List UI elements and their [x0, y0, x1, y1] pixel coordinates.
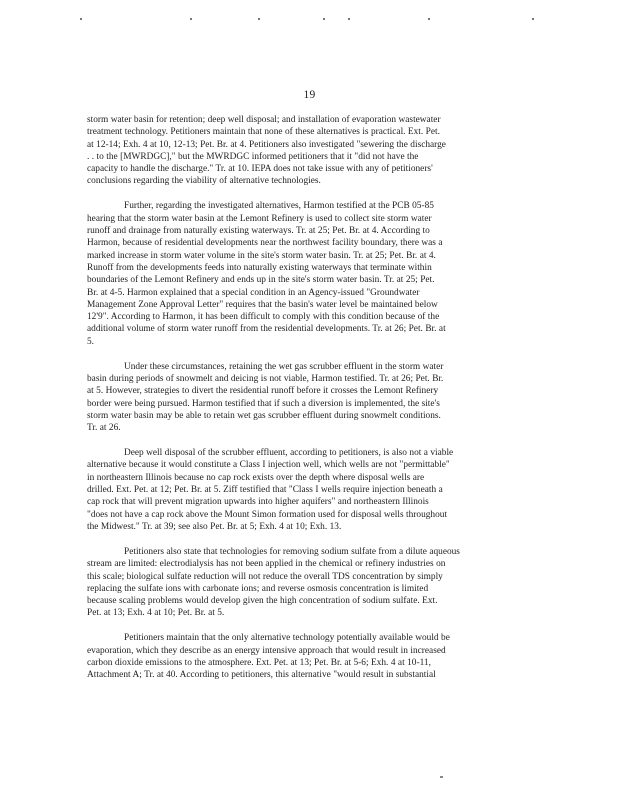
text-line: Runoff from the developments feeds into naturally existing waterways that terminate within: [87, 262, 432, 273]
text-line: 5.: [87, 336, 95, 347]
text-line: "does not have a cap rock above the Mount Simon formation used for disposal wells throughout: [87, 509, 448, 520]
scan-dot: [348, 18, 350, 20]
text-line: treatment technology. Petitioners maintain that none of these alternatives is practical. Ext. Pet.: [87, 127, 440, 138]
text-line: runoff and drainage from naturally existing waterways. Tr. at 25; Pet. Br. at 4. According to: [87, 226, 430, 237]
text-line: Petitioners maintain that the only alternative technology potentially available would be: [124, 633, 450, 644]
scan-dot: [80, 18, 82, 20]
scan-dot: [440, 776, 443, 778]
text-line: boundaries of the Lemont Refinery and ends up in the site's storm water basin. Tr. at 25; Pet.: [87, 275, 435, 286]
text-line: Further, regarding the investigated alternatives, Harmon testified at the PCB 05-85: [124, 201, 434, 212]
text-line: Br. at 4-5. Harmon explained that a special condition in an Agency-issued "Groundwater: [87, 287, 420, 298]
text-line: this scale; biological sulfate reduction will not reduce the overall TDS concentration by simply: [87, 571, 443, 582]
paragraph-2: [87, 200, 533, 348]
text-line: Under these circumstances, retaining the wet gas scrubber effluent in the storm water: [124, 361, 444, 372]
text-line: Management Zone Approval Letter" requires that the basin's water level be maintained below: [87, 299, 438, 310]
text-line: Pet. at 13; Exh. 4 at 10; Pet. Br. at 5.: [87, 608, 225, 619]
body-text: [87, 114, 533, 682]
scan-dot: [323, 18, 325, 20]
text-line: hearing that the storm water basin at the Lemont Refinery is used to collect site storm water: [87, 213, 432, 224]
text-line: at 12-14; Exh. 4 at 10, 12-13; Pet. Br. at 4. Petitioners also investigated "sewering the discharge: [87, 139, 446, 150]
paragraph-6: [87, 632, 533, 681]
scan-dot: [258, 18, 260, 20]
text-line: drilled. Ext. Pet. at 12; Pet. Br. at 5. Ziff testified that "Class I wells require injection beneath a: [87, 485, 443, 496]
text-line: cap rock that will prevent migration upwards into higher aquifers" and northeastern Illinois: [87, 497, 429, 508]
text-line: Petitioners also state that technologies for removing sodium sulfate from a dilute aqueous: [124, 546, 460, 557]
text-line: border were being pursued. Harmon testified that if such a diversion is implemented, the site's: [87, 398, 440, 409]
text-line: conclusions regarding the viability of alternative technologies.: [87, 176, 321, 187]
text-line: in northeastern Illinois because no cap rock exists over the depth where disposal wells are: [87, 472, 425, 483]
text-line: capacity to handle the discharge." Tr. at 10. IEPA does not take issue with any of petitioners': [87, 164, 433, 175]
text-line: carbon dioxide emissions to the atmosphere. Ext. Pet. at 13; Pet. Br. at 5-6; Exh. 4 at 10-11,: [87, 658, 431, 669]
paragraph-4: [87, 447, 533, 533]
text-line: at 5. However, strategies to divert the residential runoff before it crosses the Lemont Refinery: [87, 386, 439, 397]
text-line: alternative because it would constitute a Class I injection well, which wells are not "permittable": [87, 460, 450, 471]
text-line: 12'9". According to Harmon, it has been difficult to comply with this condition because of the: [87, 312, 440, 323]
text-line: marked increase in storm water volume in the site's storm water basin. Tr. at 25; Pet. Br. at 4.: [87, 250, 436, 261]
text-line: stream are limited: electrodialysis has not been applied in the chemical or refinery industries on: [87, 559, 446, 570]
paragraph-5: [87, 546, 533, 620]
text-line: replacing the sulfate ions with carbonate ions; and reverse osmosis concentration is limited: [87, 583, 429, 594]
text-line: because scaling problems would develop given the high concentration of sodium sulfate. Ext.: [87, 596, 438, 607]
scan-artifact-dots: [80, 18, 540, 22]
text-line: the Midwest." Tr. at 39; see also Pet. Br. at 5; Exh. 4 at 10; Exh. 13.: [87, 521, 342, 532]
text-line: Tr. at 26.: [87, 423, 121, 434]
text-line: basin during periods of snowmelt and deicing is not viable, Harmon testified. Tr. at 26; Pet. Br.: [87, 374, 444, 385]
paragraph-1: [87, 114, 533, 188]
text-line: storm water basin for retention; deep well disposal; and installation of evaporation wastewater: [87, 115, 441, 125]
text-line: Attachment A; Tr. at 40. According to petitioners, this alternative "would result in substantial: [87, 670, 436, 681]
scan-dot: [428, 18, 430, 20]
text-line: additional volume of storm water runoff from the residential developments. Tr. at 26; Pet. Br. at: [87, 324, 446, 335]
text-line: Deep well disposal of the scrubber effluent, according to petitioners, is also not a viable: [124, 448, 454, 459]
page-number: 19: [303, 89, 316, 101]
scan-dot: [532, 18, 534, 20]
paragraph-3: [87, 361, 533, 435]
text-line: . . to the [MWRDGC]," but the MWRDGC informed petitioners that it "did not have the: [87, 151, 419, 162]
text-line: evaporation, which they describe as an energy intensive approach that would result in increased: [87, 645, 446, 656]
text-line: Harmon, because of residential developments near the northwest facility boundary, there was a: [87, 238, 443, 249]
scan-dot: [190, 18, 192, 20]
text-line: storm water basin may be able to retain wet gas scrubber effluent during snowmelt conditions.: [87, 410, 441, 421]
